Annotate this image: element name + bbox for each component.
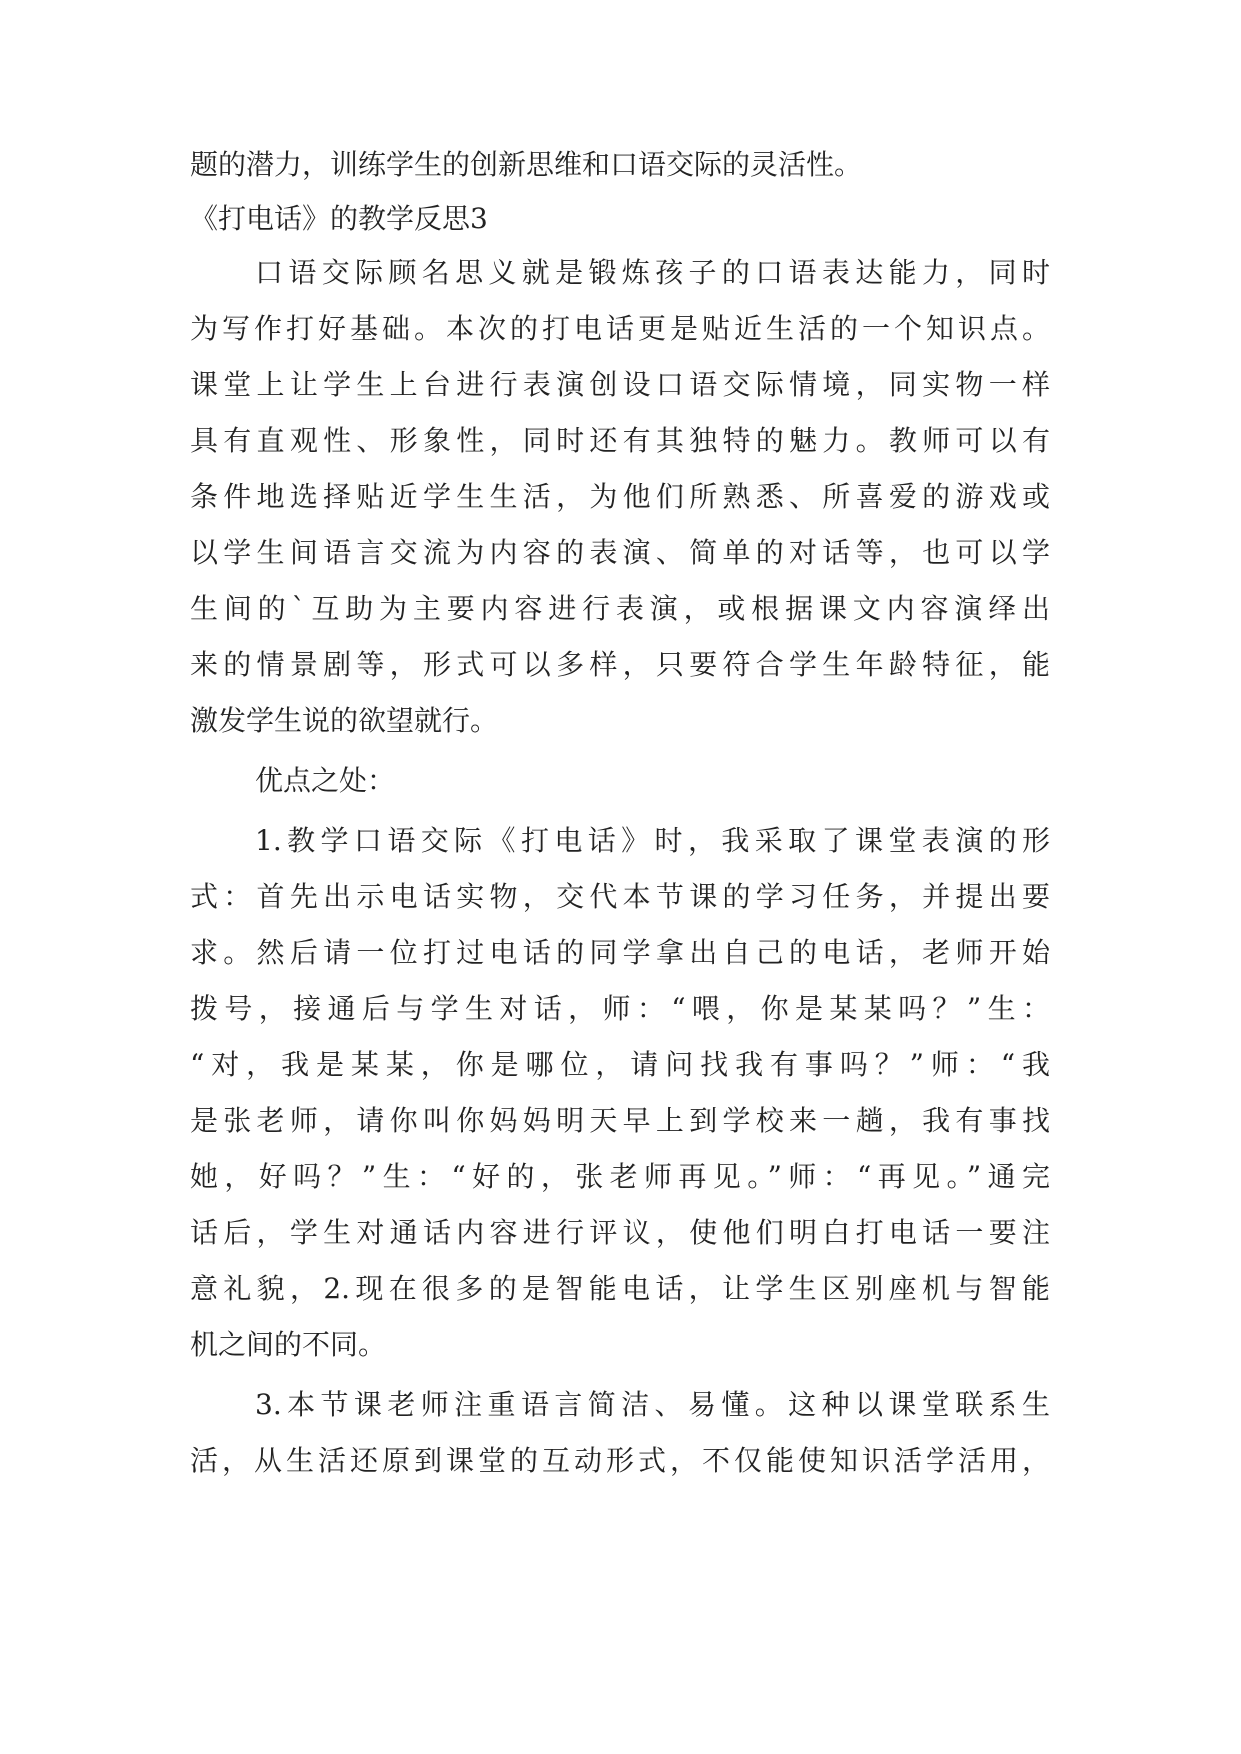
text-line: 题的潜力，训练学生的创新思维和口语交际的灵活性。 xyxy=(190,148,863,181)
text-line: 是张老师，请你叫你妈妈明天早上到学校来一趟，我有事找 xyxy=(190,1104,1050,1137)
text-line: 话后，学生对通话内容进行评议，使他们明白打电话一要注 xyxy=(190,1216,1050,1249)
text-line: 1.教学口语交际《打电话》时，我采取了课堂表演的形 xyxy=(255,824,1050,857)
text-line: 生间的`互助为主要内容进行表演，或根据课文内容演绎出 xyxy=(190,592,1050,625)
text-line: 条件地选择贴近学生生活，为他们所熟悉、所喜爱的游戏或 xyxy=(190,480,1050,513)
text-line: 来的情景剧等，形式可以多样，只要符合学生年龄特征，能 xyxy=(190,648,1050,681)
subheading: 优点之处： xyxy=(255,764,396,797)
text-line: 求。然后请一位打过电话的同学拿出自己的电话，老师开始 xyxy=(190,936,1050,969)
text-line: 课堂上让学生上台进行表演创设口语交际情境，同实物一样 xyxy=(190,368,1050,401)
text-line: 意礼貌，2.现在很多的是智能电话，让学生区别座机与智能 xyxy=(190,1272,1050,1305)
text-line: 激发学生说的欲望就行。 xyxy=(190,704,499,737)
text-line: 为写作打好基础。本次的打电话更是贴近生活的一个知识点。 xyxy=(190,312,1050,345)
text-line: 口语交际顾名思义就是锻炼孩子的口语表达能力，同时 xyxy=(255,256,1050,289)
text-line: 式：首先出示电话实物，交代本节课的学习任务，并提出要 xyxy=(190,880,1050,913)
text-line: 以学生间语言交流为内容的表演、简单的对话等，也可以学 xyxy=(190,536,1050,569)
section-heading: 《打电话》的教学反思3 xyxy=(190,202,488,235)
text-line: 她，好吗？”生：“好的，张老师再见。”师：“再见。”通完 xyxy=(190,1160,1050,1193)
text-line: 拨号，接通后与学生对话，师：“喂，你是某某吗？”生： xyxy=(190,992,1050,1025)
text-line: 活，从生活还原到课堂的互动形式，不仅能使知识活学活用， xyxy=(190,1444,1050,1477)
text-line: “对，我是某某，你是哪位，请问找我有事吗？”师：“我 xyxy=(190,1048,1050,1081)
text-line: 3.本节课老师注重语言简洁、易懂。这种以课堂联系生 xyxy=(255,1388,1050,1421)
text-line: 具有直观性、形象性，同时还有其独特的魅力。教师可以有 xyxy=(190,424,1050,457)
text-line: 机之间的不同。 xyxy=(190,1328,387,1361)
